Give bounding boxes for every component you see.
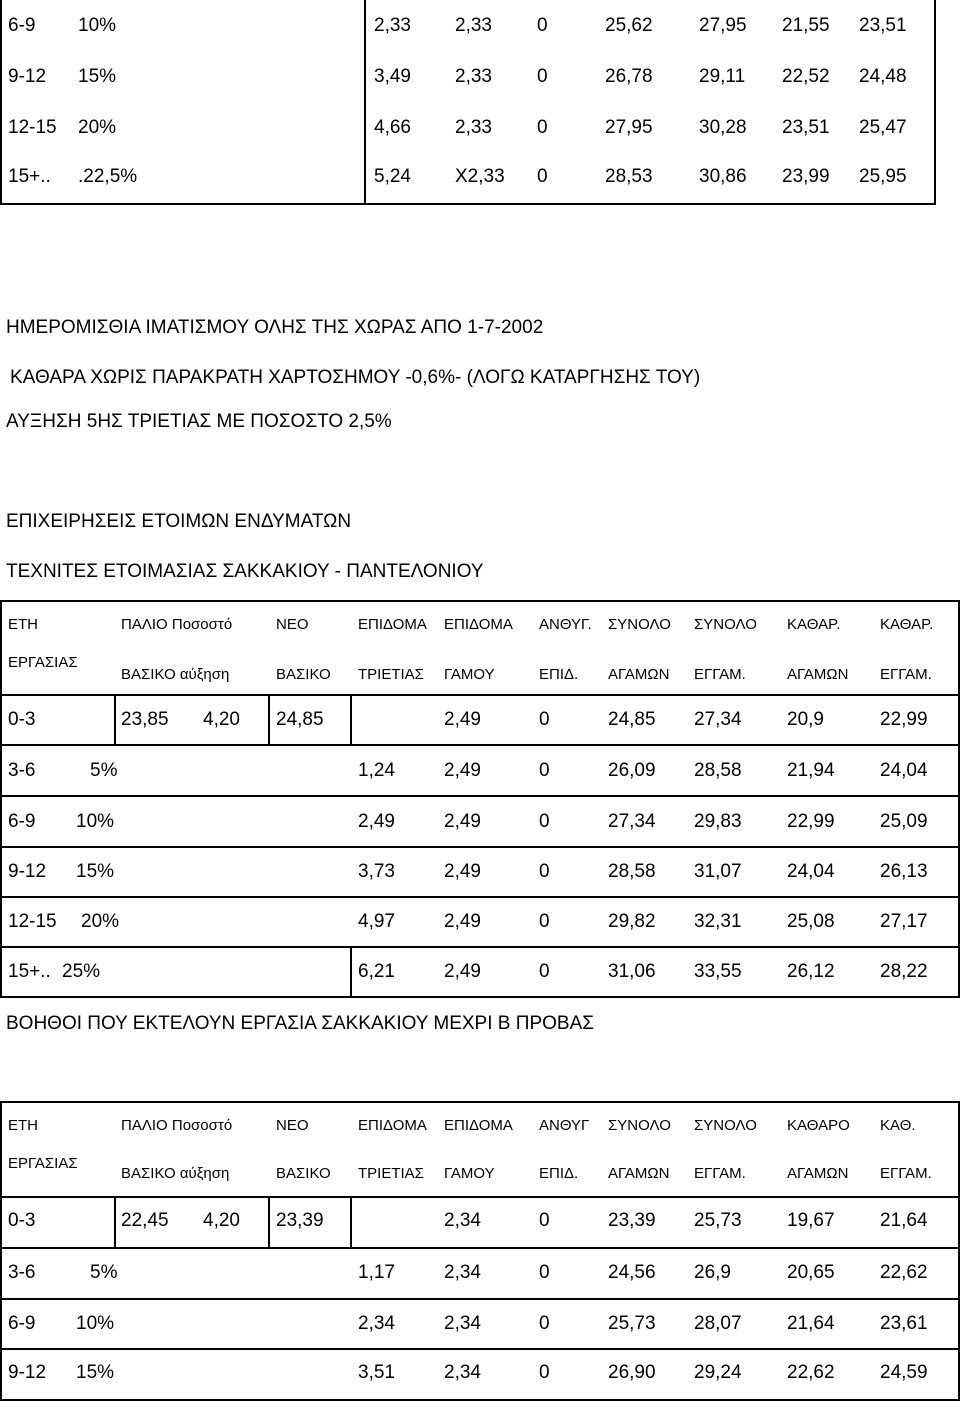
table-cell: 9-12	[8, 1362, 47, 1383]
table-cell: 0	[537, 117, 548, 138]
table-cell: 26,90	[608, 1362, 656, 1383]
table-cell: 32,31	[694, 911, 742, 932]
table-cell: 27,34	[608, 811, 656, 832]
table-cell: 23,51	[782, 117, 830, 138]
table-cell: 4,20	[203, 1210, 240, 1231]
heading-craftsmen: ΤΕΧΝΙΤΕΣ ΕΤΟΙΜΑΣΙΑΣ ΣΑΚΚΑΚΙΟΥ - ΠΑΝΤΕΛΟΝΙΟΥ	[6, 561, 484, 582]
table-cell: 0	[539, 1313, 550, 1334]
table-cell: 2,34	[444, 1362, 481, 1383]
table-cell: 15%	[76, 1362, 115, 1383]
heading-increase-note: ΑΥΞΗΣΗ 5ΗΣ ΤΡΙΕΤΙΑΣ ΜΕ ΠΟΣΟΣΤΟ 2,5%	[6, 411, 392, 432]
table-cell: 6-9	[8, 1313, 36, 1334]
table-cell: 2,33	[374, 15, 411, 36]
column-header: ΝΕΟ	[276, 616, 309, 633]
column-divider	[268, 696, 270, 746]
column-header: ΚΑΘ.	[880, 1117, 916, 1134]
table-cell: 15+..	[8, 961, 51, 982]
table-cell: 23,39	[608, 1210, 656, 1231]
table-cell: 15%	[78, 66, 117, 87]
column-divider	[114, 1198, 116, 1249]
table-cell: 0	[539, 1210, 550, 1231]
table-cell: 24,04	[787, 861, 835, 882]
table-cell: .22,5%	[78, 166, 138, 187]
table-cell: 3,51	[358, 1362, 395, 1383]
table-cell: 21,64	[880, 1210, 928, 1231]
table-cell: 0	[539, 709, 550, 730]
table-cell: 0	[539, 961, 550, 982]
table-cell: 10%	[76, 811, 115, 832]
column-header: ΣΥΝΟΛΟ	[694, 1117, 757, 1134]
column-divider	[350, 1198, 352, 1249]
table-cell: 23,85	[121, 709, 169, 730]
table-cell: 22,62	[787, 1362, 835, 1383]
table-cell: 10%	[78, 15, 117, 36]
table-cell: 25,73	[608, 1313, 656, 1334]
column-header: ΕΡΓΑΣΙΑΣ	[8, 1155, 78, 1172]
table-cell: 27,95	[699, 15, 747, 36]
table-cell: 2,33	[455, 66, 492, 87]
table-cell: 2,49	[444, 811, 481, 832]
column-divider	[114, 696, 116, 746]
table-cell: 33,55	[694, 961, 742, 982]
table-cell: 26,13	[880, 861, 928, 882]
row-divider	[0, 846, 960, 848]
table-cell: 26,78	[605, 66, 653, 87]
table-cell: 22,99	[787, 811, 835, 832]
table-cell: 10%	[76, 1313, 115, 1334]
row-divider	[0, 1298, 960, 1300]
table-cell: 27,34	[694, 709, 742, 730]
table-cell: 22,45	[121, 1210, 169, 1231]
table-cell: 2,49	[444, 709, 481, 730]
table-cell: 25,09	[880, 811, 928, 832]
column-header: ΕΠΙΔΟΜΑ	[358, 1117, 427, 1134]
table-cell: 12-15	[8, 117, 57, 138]
table-cell: 2,49	[444, 861, 481, 882]
table-cell: 28,58	[694, 760, 742, 781]
table-cell: 2,49	[444, 961, 481, 982]
table-cell: 9-12	[8, 66, 47, 87]
table-cell: 20%	[78, 117, 117, 138]
table-cell: 4,20	[203, 709, 240, 730]
table-cell: 28,07	[694, 1313, 742, 1334]
table-cell: 2,49	[444, 760, 481, 781]
column-header: ΕΠΙΔΟΜΑ	[358, 616, 427, 633]
table-cell: 25,73	[694, 1210, 742, 1231]
table-cell: 1,24	[358, 760, 395, 781]
table-cell: 23,39	[276, 1210, 324, 1231]
table-cell: 2,33	[455, 117, 492, 138]
table-cell: 0	[539, 811, 550, 832]
heading-business: ΕΠΙΧΕΙΡΗΣΕΙΣ ΕΤΟΙΜΩΝ ΕΝΔΥΜΑΤΩΝ	[6, 511, 352, 532]
table-cell: 27,95	[605, 117, 653, 138]
table-cell: 5%	[90, 760, 118, 781]
table-cell: 25,47	[859, 117, 907, 138]
table-cell: 0	[539, 1262, 550, 1283]
top-table-divider	[364, 0, 366, 203]
table-cell: 29,24	[694, 1362, 742, 1383]
column-header: ΕΠΙΔ.	[539, 1165, 579, 1182]
table-cell: 5%	[90, 1262, 118, 1283]
column-header: ΠΑΛΙΟ Ποσοστό	[121, 1117, 233, 1134]
table-cell: 21,55	[782, 15, 830, 36]
column-header: ΚΑΘΑΡ.	[787, 616, 841, 633]
table-cell: 0-3	[8, 1210, 36, 1231]
table-cell: 2,33	[455, 15, 492, 36]
row-divider	[0, 946, 960, 948]
table-cell: 22,99	[880, 709, 928, 730]
table-cell: 24,56	[608, 1262, 656, 1283]
table-cell: 24,04	[880, 760, 928, 781]
table-cell: 28,22	[880, 961, 928, 982]
column-header: ΒΑΣΙΚΟ αύξηση	[121, 1165, 230, 1182]
table-cell: 22,62	[880, 1262, 928, 1283]
table-cell: 19,67	[787, 1210, 835, 1231]
column-header: ΕΠΙΔ.	[539, 666, 579, 683]
table-cell: 20,9	[787, 709, 824, 730]
column-header: ΣΥΝΟΛΟ	[608, 616, 671, 633]
table-cell: 4,97	[358, 911, 395, 932]
table-cell: 6-9	[8, 15, 36, 36]
column-header: ΝΕΟ	[276, 1117, 309, 1134]
table-cell: 3,49	[374, 66, 411, 87]
table-cell: 26,12	[787, 961, 835, 982]
table-cell: 0	[539, 861, 550, 882]
table-cell: 24,85	[608, 709, 656, 730]
table-cell: 0	[539, 1362, 550, 1383]
row-divider	[0, 694, 960, 696]
column-header: ΕΡΓΑΣΙΑΣ	[8, 654, 78, 671]
table-cell: 2,49	[358, 811, 395, 832]
column-header: ΠΑΛΙΟ Ποσοστό	[121, 616, 233, 633]
column-header: ΒΑΣΙΚΟ	[276, 666, 331, 683]
column-header: ΓΑΜΟΥ	[444, 1165, 495, 1182]
column-header: ΒΑΣΙΚΟ	[276, 1165, 331, 1182]
heading-net-note: ΚΑΘΑΡΑ ΧΩΡΙΣ ΠΑΡΑΚΡΑΤΗ ΧΑΡΤΟΣΗΜΟΥ -0,6%- (ΛΟΓΩ ΚΑΤΑΡΓΗΣΗΣ ΤΟΥ)	[10, 367, 701, 388]
column-divider	[350, 948, 352, 998]
table-cell: 22,52	[782, 66, 830, 87]
table-cell: 25,08	[787, 911, 835, 932]
table-cell: 24,85	[276, 709, 324, 730]
table-cell: 5,24	[374, 166, 411, 187]
table-cell: 28,53	[605, 166, 653, 187]
row-divider	[0, 896, 960, 898]
table-cell: 30,28	[699, 117, 747, 138]
column-header: ΚΑΘΑΡ.	[880, 616, 934, 633]
column-header: ΕΠΙΔΟΜΑ	[444, 1117, 513, 1134]
column-header: ΕΓΓΑΜ.	[880, 1165, 932, 1182]
column-header: ΚΑΘΑΡΟ	[787, 1117, 850, 1134]
table-cell: 21,64	[787, 1313, 835, 1334]
section2-title: ΒΟΗΘΟΙ ΠΟΥ ΕΚΤΕΛΟΥΝ ΕΡΓΑΣΙΑ ΣΑΚΚΑΚΙΟΥ ΜΕΧΡΙ Β ΠΡΟΒΑΣ	[6, 1013, 594, 1034]
table-cell: 0	[537, 166, 548, 187]
table-cell: 31,06	[608, 961, 656, 982]
table-cell: 31,07	[694, 861, 742, 882]
column-header: ΕΤΗ	[8, 616, 38, 633]
table-cell: 2,49	[444, 911, 481, 932]
table-cell: 23,99	[782, 166, 830, 187]
table2-frame	[0, 1101, 960, 1401]
table-cell: 26,9	[694, 1262, 731, 1283]
table-cell: 4,66	[374, 117, 411, 138]
row-divider	[0, 795, 960, 797]
table-cell: 3,73	[358, 861, 395, 882]
table-cell: 29,83	[694, 811, 742, 832]
table-cell: 2,34	[444, 1313, 481, 1334]
row-divider	[0, 1348, 960, 1350]
table-cell: 0	[539, 760, 550, 781]
column-header: ΣΥΝΟΛΟ	[694, 616, 757, 633]
column-header: ΕΠΙΔΟΜΑ	[444, 616, 513, 633]
column-header: ΓΑΜΟΥ	[444, 666, 495, 683]
table-cell: 25,95	[859, 166, 907, 187]
table-cell: 6-9	[8, 811, 36, 832]
table-cell: 25%	[62, 961, 101, 982]
column-header: ΣΥΝΟΛΟ	[608, 1117, 671, 1134]
table-cell: 15%	[76, 861, 115, 882]
table-cell: 0	[537, 66, 548, 87]
column-header: ΤΡΙΕΤΙΑΣ	[358, 1165, 424, 1182]
table-cell: 29,82	[608, 911, 656, 932]
row-divider	[0, 1247, 960, 1249]
column-header: ΕΤΗ	[8, 1117, 38, 1134]
table-cell: 12-15	[8, 911, 57, 932]
column-divider	[350, 696, 352, 746]
column-header: ΤΡΙΕΤΙΑΣ	[358, 666, 424, 683]
table-cell: 29,11	[699, 66, 746, 87]
table-cell: 2,34	[444, 1210, 481, 1231]
row-divider	[0, 744, 960, 746]
table1-frame	[0, 600, 960, 998]
column-header: ΒΑΣΙΚΟ αύξηση	[121, 666, 230, 683]
table-cell: 20%	[81, 911, 120, 932]
column-header: ΑΓΑΜΩΝ	[608, 1165, 670, 1182]
table-cell: 2,34	[444, 1262, 481, 1283]
table-cell: 24,59	[880, 1362, 928, 1383]
column-divider	[268, 1198, 270, 1249]
table-cell: 0	[539, 911, 550, 932]
table-cell: 27,17	[880, 911, 928, 932]
table-cell: 0	[537, 15, 548, 36]
table-cell: 21,94	[787, 760, 835, 781]
table-cell: 9-12	[8, 861, 47, 882]
table-cell: 3-6	[8, 1262, 36, 1283]
column-header: ΑΓΑΜΩΝ	[608, 666, 670, 683]
table-cell: 15+..	[8, 166, 51, 187]
column-header: ΕΓΓΑΜ.	[694, 666, 746, 683]
column-header: ΑΓΑΜΩΝ	[787, 1165, 849, 1182]
table-cell: 2,34	[358, 1313, 395, 1334]
table-cell: X2,33	[455, 166, 505, 187]
table-cell: 30,86	[699, 166, 747, 187]
column-header: ΑΓΑΜΩΝ	[787, 666, 849, 683]
row-divider	[0, 1196, 960, 1198]
table-cell: 1,17	[358, 1262, 395, 1283]
column-header: ΑΝΘΥΓ.	[539, 616, 592, 633]
table-cell: 6,21	[358, 961, 395, 982]
table-cell: 20,65	[787, 1262, 835, 1283]
table-cell: 0-3	[8, 709, 36, 730]
table-cell: 25,62	[605, 15, 653, 36]
column-header: ΑΝΘΥΓ	[539, 1117, 590, 1134]
table-cell: 23,61	[880, 1313, 928, 1334]
heading-title: ΗΜΕΡΟΜΙΣΘΙΑ ΙΜΑΤΙΣΜΟΥ ΟΛΗΣ ΤΗΣ ΧΩΡΑΣ ΑΠΟ 1-7-2002	[6, 317, 544, 338]
table-cell: 24,48	[859, 66, 907, 87]
table-cell: 26,09	[608, 760, 656, 781]
table-cell: 3-6	[8, 760, 36, 781]
column-header: ΕΓΓΑΜ.	[880, 666, 932, 683]
column-header: ΕΓΓΑΜ.	[694, 1165, 746, 1182]
table-cell: 28,58	[608, 861, 656, 882]
table-cell: 23,51	[859, 15, 907, 36]
